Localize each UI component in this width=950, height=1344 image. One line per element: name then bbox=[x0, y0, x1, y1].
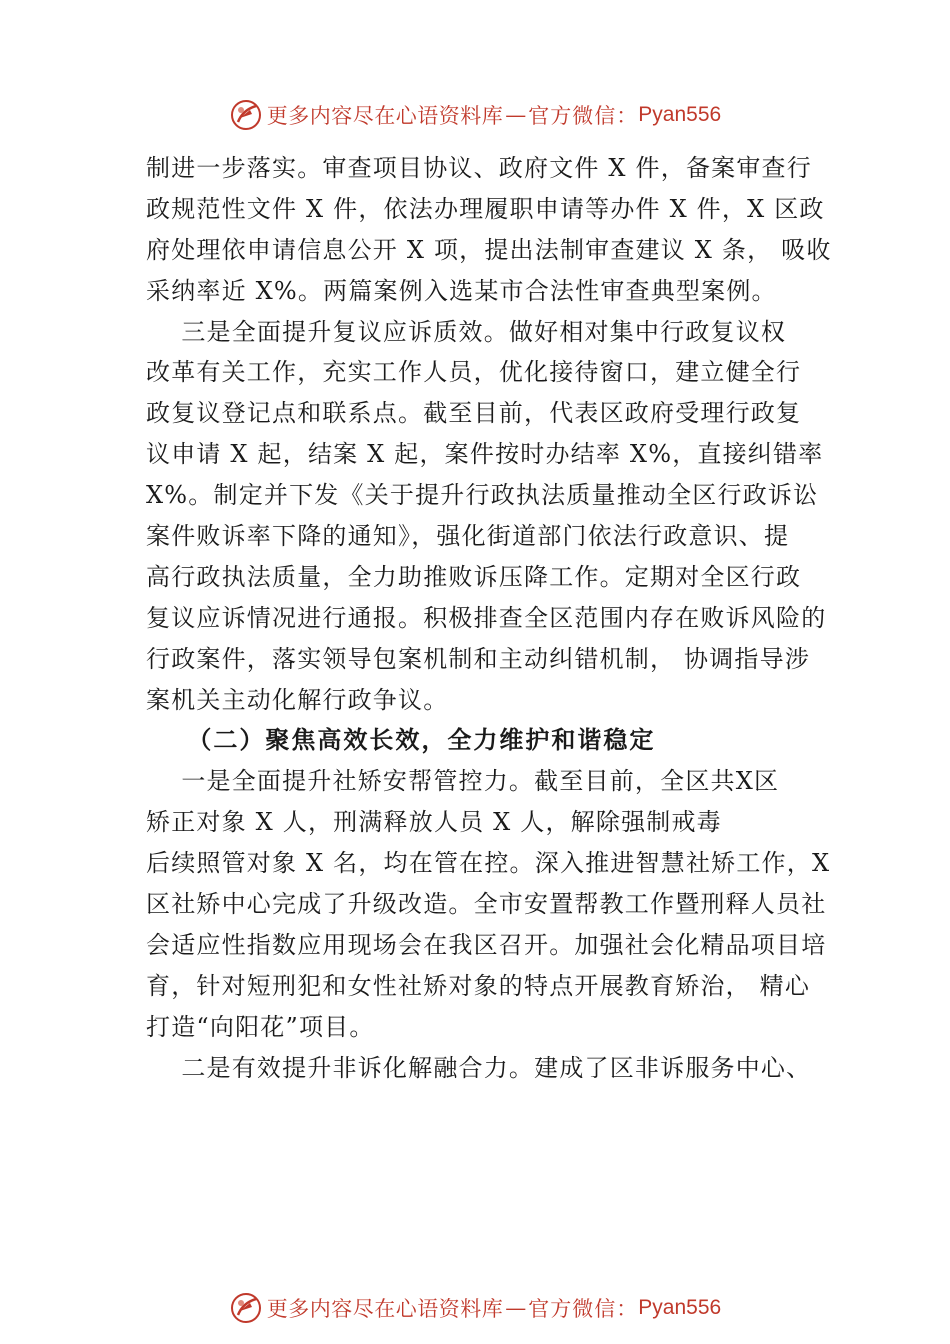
text-line: 案件败诉率下降的通知》，强化街道部门依法行政意识、提 bbox=[146, 522, 790, 551]
header-banner bbox=[0, 95, 950, 135]
logo-icon bbox=[229, 98, 263, 132]
text-line: 三是全面提升复议应诉质效。做好相对集中行政复议权 bbox=[146, 317, 787, 346]
text-line: 矫正对象 X 人，刑满释放人员 X 人，解除强制戒毒 bbox=[146, 808, 722, 837]
banner-separator: — bbox=[505, 103, 527, 127]
text-line: 府处理依申请信息公开 X 项，提出法制审查建议 X 条， 吸收 bbox=[146, 235, 832, 264]
text-line: 制进一步落实。审查项目协议、政府文件 X 件，备案审查行 bbox=[146, 154, 812, 182]
text-line: 会适应性指数应用现场会在我区召开。加强社会化精品项目培 bbox=[146, 930, 827, 959]
banner-wechat-id: Pyan556 bbox=[638, 103, 722, 126]
banner-wechat-label: 官方微信： bbox=[528, 1297, 639, 1321]
text-line: 区社矫中心完成了升级改造。全市安置帮教工作暨刑释人员社 bbox=[146, 890, 827, 919]
text-line: X%。制定并下发《关于提升行政执法质量推动全区行政诉讼 bbox=[146, 481, 819, 510]
footer-banner bbox=[0, 1288, 950, 1328]
logo-icon bbox=[229, 1291, 263, 1325]
banner-text: 更多内容尽在心语资料库 bbox=[266, 104, 504, 128]
text-line: 采纳率近 X%。两篇案例入选某市合法性审查典型案例。 bbox=[146, 276, 777, 305]
text-line: 政复议登记点和联系点。截至目前，代表区政府受理行政复 bbox=[146, 399, 802, 428]
banner-wechat-label: 官方微信： bbox=[528, 104, 639, 128]
banner-wechat-id: Pyan556 bbox=[638, 1296, 722, 1319]
text-line: 复议应诉情况进行通报。积极排查全区范围内存在败诉风险的 bbox=[146, 603, 827, 632]
text-line: 一是全面提升社矫安帮管控力。截至目前，全区共X区 bbox=[146, 767, 780, 796]
text-line: 议申请 X 起，结案 X 起，案件按时办结率 X%，直接纠错率 bbox=[146, 440, 824, 469]
text-line: 打造“向阳花”项目。 bbox=[146, 1012, 375, 1041]
document-body bbox=[146, 148, 832, 1088]
text-line: 育，针对短刑犯和女性社矫对象的特点开展教育矫治， 精心 bbox=[146, 971, 811, 1000]
text-line: 高行政执法质量，全力助推败诉压降工作。定期对全区行政 bbox=[146, 562, 802, 591]
text-line: 政规范性文件 X 件，依法办理履职申请等办件 X 件，X 区政 bbox=[146, 194, 825, 223]
text-line: 行政案件，落实领导包案机制和主动纠错机制， 协调指导涉 bbox=[146, 644, 811, 673]
text-line: 二是有效提升非诉化解融合力。建成了区非诉服务中心、 bbox=[146, 1053, 812, 1082]
banner-separator: — bbox=[505, 1296, 527, 1320]
banner-text: 更多内容尽在心语资料库 bbox=[266, 1297, 504, 1321]
text-line: 后续照管对象 X 名，均在管在控。深入推进智慧社矫工作，X bbox=[146, 849, 831, 878]
text-line: 案机关主动化解行政争议。 bbox=[146, 685, 449, 714]
section-heading: （二）聚焦高效长效，全力维护和谐稳定 bbox=[146, 725, 656, 755]
text-line: 改革有关工作，充实工作人员，优化接待窗口，建立健全行 bbox=[146, 358, 802, 387]
